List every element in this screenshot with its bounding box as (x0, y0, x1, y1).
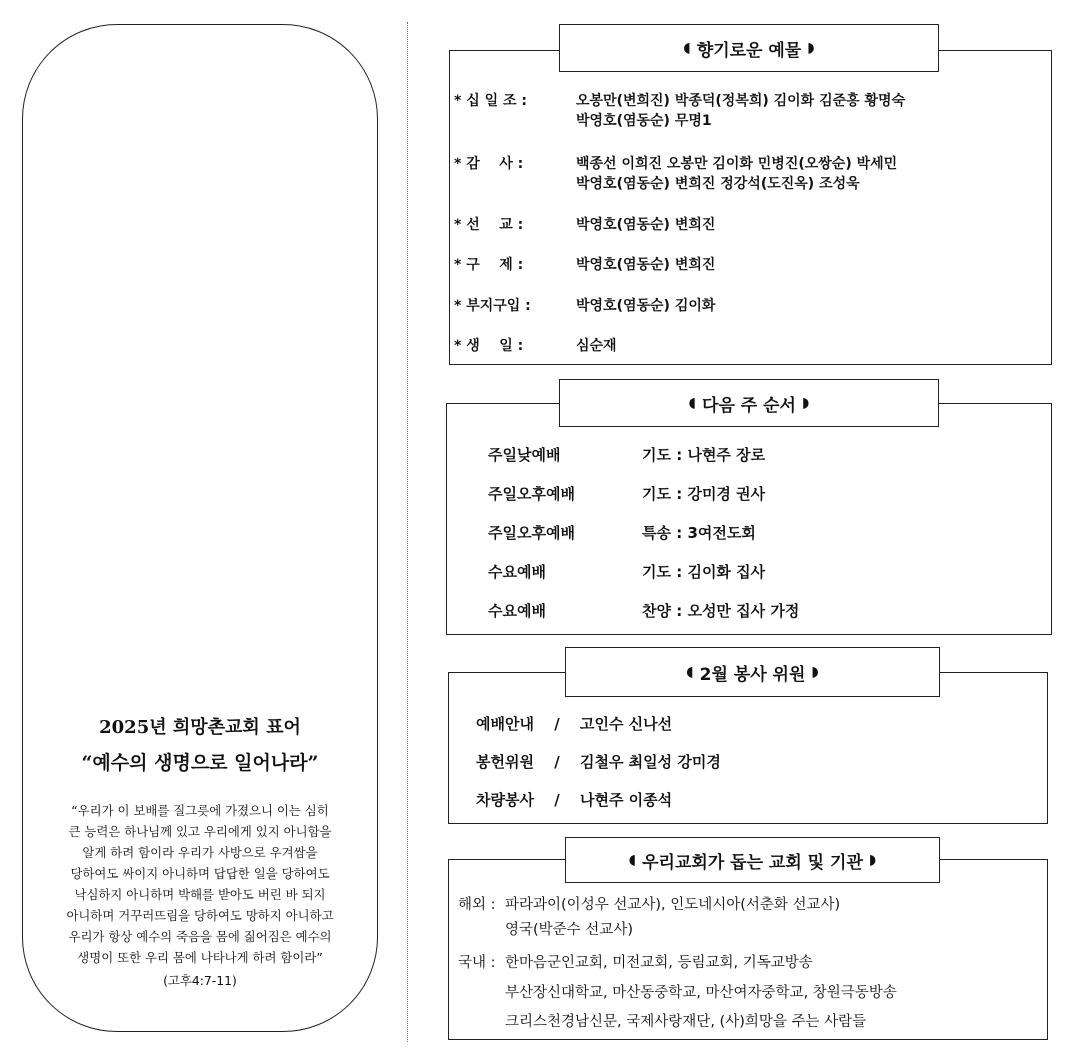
half-circle-left-icon: ◖ (688, 395, 697, 411)
half-circle-left-icon: ◖ (686, 664, 694, 680)
offering-names: 박영호(염동순) 변희진 (576, 257, 716, 273)
volunteer-row (476, 789, 672, 810)
offering-row-relief (454, 254, 715, 274)
offering-row-mission (454, 214, 715, 234)
volunteer-row (476, 751, 721, 772)
next-week-row (488, 444, 765, 465)
domestic-line: 부산장신대학교, 마산동중학교, 마산여자중학교, 창원극동방송 (505, 985, 897, 1001)
offering-names-continued: 박영호(염동순) 무명1 (576, 113, 712, 129)
volunteer-names: 고인수 신나선 (579, 715, 673, 733)
half-circle-left-icon: ◖ (683, 40, 691, 56)
supported-title-text: 우리교회가 돕는 교회 및 기관 (642, 852, 863, 873)
offering-names: 백종선 이희진 오봉만 김이화 민병진(오쌍순) 박세민 (576, 156, 898, 172)
next-week-row (488, 483, 765, 504)
next-week-value: : 나현주 장로 (676, 446, 766, 464)
next-week-label: 주일오후예배 기도 (488, 485, 671, 503)
offering-label: * 선 교 : (454, 217, 524, 233)
domestic-line: 크리스천경남신문, 국제사랑재단, (사)희망을 주는 사람들 (505, 1014, 867, 1030)
next-week-label: 주일오후예배 특송 (488, 524, 671, 542)
offering-names: 박영호(염동순) 변희진 (576, 217, 716, 233)
offering-row-birthday (454, 335, 617, 355)
motto-slogan: “예수의 생명으로 일어나라” (81, 752, 319, 774)
volunteer-role: 예배안내 (476, 715, 534, 733)
offerings-title (559, 24, 939, 72)
half-circle-right-icon: ◗ (811, 664, 819, 680)
volunteers-title (565, 647, 940, 697)
next-week-value: : 3여전도회 (676, 524, 756, 542)
overseas-line: 영국(박준수 선교사) (505, 922, 633, 938)
offering-names-continued: 박영호(염동순) 변희진 정강석(도진옥) 조성욱 (576, 176, 860, 192)
overseas-label: 해외 : (458, 897, 496, 913)
next-week-title-text: 다음 주 순서 (702, 395, 796, 416)
volunteer-separator: / (554, 715, 560, 733)
offering-label: * 부지구입 : (454, 298, 531, 314)
next-week-row (488, 522, 756, 543)
next-week-value: : 김이화 집사 (676, 563, 766, 581)
next-week-label: 주일낮예배 기도 (488, 446, 671, 464)
offering-label: * 생 일 : (454, 338, 524, 354)
next-week-label: 수요예배 찬양 (488, 602, 671, 620)
offering-row-tithe (454, 90, 905, 110)
next-week-row (488, 561, 765, 582)
overseas-line: 파라과이(이성우 선교사), 인도네시아(서춘화 선교사) (505, 897, 841, 913)
offering-row-thanks (454, 153, 897, 173)
offering-names: 심순재 (576, 338, 617, 354)
next-week-value: : 강미경 권사 (676, 485, 766, 503)
half-circle-right-icon: ◗ (868, 852, 877, 868)
next-week-title (559, 379, 939, 427)
half-circle-left-icon: ◖ (628, 852, 637, 868)
half-circle-right-icon: ◗ (807, 40, 815, 56)
volunteer-role: 차량봉사 (476, 791, 534, 809)
offering-label: * 감 사 : (454, 156, 524, 172)
volunteer-row (476, 713, 672, 734)
half-circle-right-icon: ◗ (801, 395, 810, 411)
offering-label: * 구 제 : (454, 257, 524, 273)
domestic-line: 한마음군인교회, 미전교회, 등림교회, 기독교방송 (505, 955, 813, 971)
offering-row-land (454, 295, 715, 315)
volunteers-title-text: 2월 봉사 위원 (699, 664, 806, 685)
next-week-row (488, 600, 799, 621)
volunteer-names: 나현주 이종석 (579, 791, 673, 809)
page-divider (407, 22, 408, 1042)
next-week-label: 수요예배 기도 (488, 563, 671, 581)
offering-names: 박영호(염동순) 김이화 (576, 298, 716, 314)
supported-title (565, 837, 940, 883)
offering-label: * 십 일 조 : (454, 93, 527, 109)
motto-verse-reference: (고후4:7-11) (163, 973, 237, 988)
domestic-label: 국내 : (458, 955, 496, 971)
volunteer-separator: / (554, 791, 560, 809)
motto-title: 2025년 희망촌교회 표어 (99, 717, 301, 738)
offerings-title-text: 향기로운 예물 (696, 40, 802, 61)
next-week-value: : 오성만 집사 가정 (676, 602, 800, 620)
offering-names: 오봉만(변희진) 박종덕(정복희) 김이화 김준홍 황명숙 (576, 93, 906, 109)
volunteer-names: 김철우 최일성 강미경 (579, 753, 721, 771)
volunteer-separator: / (554, 753, 560, 771)
motto-verse: “우리가 이 보배를 질그릇에 가졌으니 이는 심히 큰 능력은 하나님께 있고 우리에게 있지 아니함을 알게 하려 함이라 우리가 사방으로 우겨쌈을 당하여도 싸이지 아니하며 답답한 일을 당하여도 낙심하지 아니하며 박해를 받아도 버린 바 되지 아니하며 거꾸러뜨림을 당하여도 망하지 아니하고 우리가 항상 예수의 죽음을 몸에 짊어짐은 예수의 생명이 또한 우리 몸에 나타나게 하려 함이라” (66, 803, 334, 965)
volunteer-role: 봉헌위원 (476, 753, 534, 771)
